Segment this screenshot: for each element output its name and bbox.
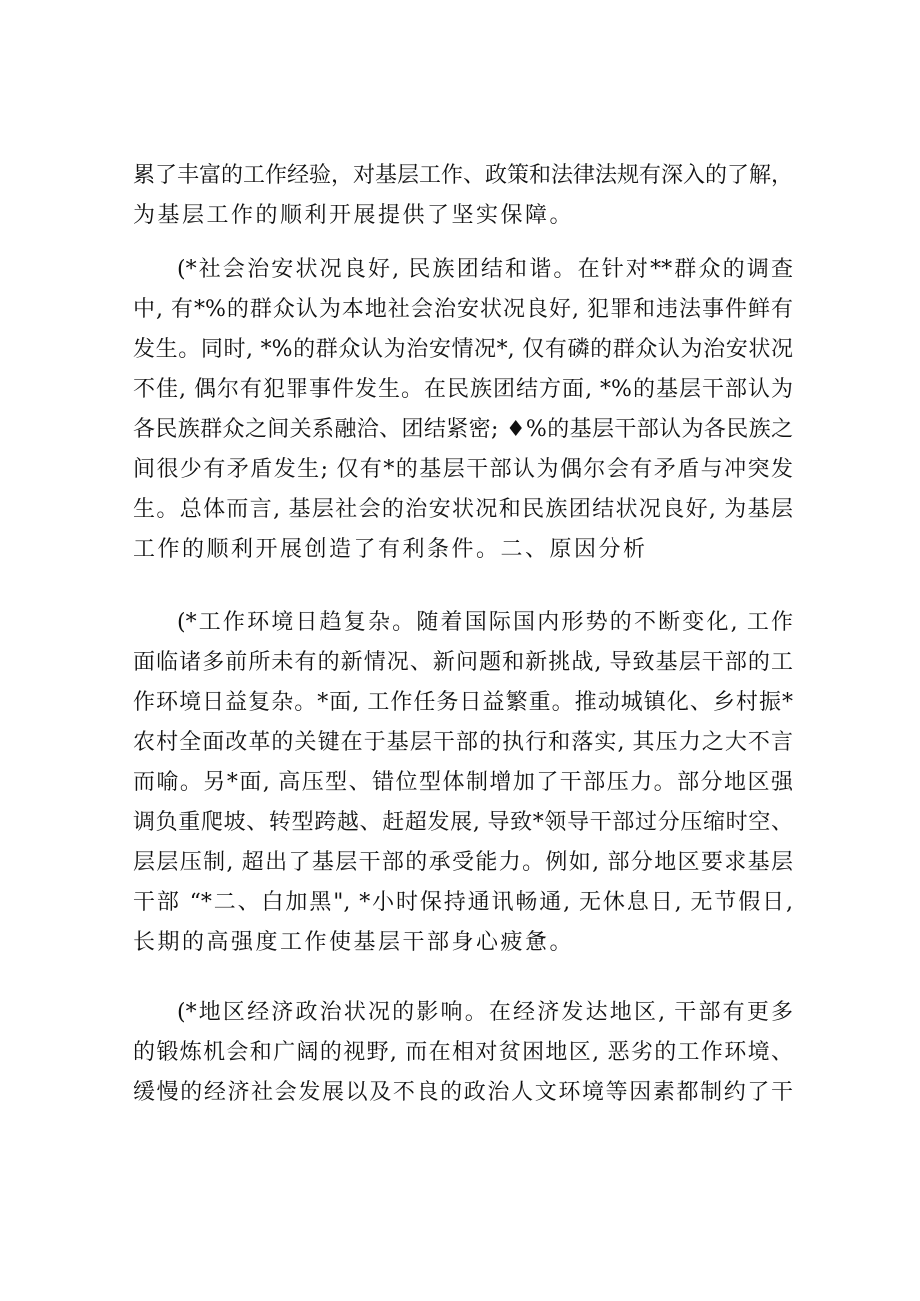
paragraph-line: 间很少有矛盾发生; 仅有*的基层干部认为偶尔会有矛盾与冲突发: [133, 457, 793, 482]
paragraph-line: 作环境日益复杂。*面, 工作任务日益繁重。推动城镇化、乡村振*: [133, 690, 793, 715]
paragraph-line: 工作的顺利开展创造了有利条件。二、原因分析: [133, 537, 648, 562]
paragraph-line: 生。总体而言, 基层社会的治安状况和民族团结状况良好, 为基层: [133, 497, 793, 522]
paragraph-line: 干部 “*二、白加黑", *小时保持通讯畅通, 无休息日, 无节假日,: [133, 890, 793, 915]
paragraph-line: (*社会治安状况良好, 民族团结和谐。在针对**群众的调查: [177, 257, 793, 282]
paragraph-line: 为基层工作的顺利开展提供了坚实保障。: [133, 203, 575, 228]
paragraph-line: 层层压制, 超出了基层干部的承受能力。例如, 部分地区要求基层: [133, 850, 793, 875]
paragraph-line: 不佳, 偶尔有犯罪事件发生。在民族团结方面, *%的基层干部认为: [133, 377, 793, 402]
paragraph-line: 中, 有*%的群众认为本地社会治安状况良好, 犯罪和违法事件鲜有: [133, 297, 793, 322]
paragraph-line: 的锻炼机会和广阔的视野, 而在相对贫困地区, 恶劣的工作环境、: [133, 1040, 793, 1065]
paragraph-line: 而喻。另*面, 高压型、错位型体制增加了干部压力。部分地区强: [133, 770, 793, 795]
paragraph-line: (*工作环境日趋复杂。随着国际国内形势的不断变化, 工作: [177, 610, 793, 635]
paragraph-line: 累了丰富的工作经验，对基层工作、政策和法律法规有深入的了解，: [133, 163, 794, 188]
paragraph-line: 农村全面改革的关键在于基层干部的执行和落实, 其压力之大不言: [133, 730, 793, 755]
paragraph-line: 面临诸多前所未有的新情况、新问题和新挑战, 导致基层干部的工: [133, 650, 793, 675]
paragraph-line: 调负重爬坡、转型跨越、赶超发展, 导致*领导干部过分压缩时空、: [133, 810, 793, 835]
paragraph-line: 发生。同时, *%的群众认为治安情况*, 仅有磷的群众认为治安状况: [133, 337, 793, 362]
paragraph-line: 各民族群众之间关系融洽、团结紧密; ♦%的基层干部认为各民族之: [133, 417, 793, 442]
paragraph-line: 长期的高强度工作使基层干部身心疲惫。: [133, 930, 575, 955]
paragraph-line: (*地区经济政治状况的影响。在经济发达地区, 干部有更多: [177, 1000, 793, 1025]
paragraph-line: 缓慢的经济社会发展以及不良的政治人文环境等因素都制约了干: [133, 1080, 793, 1105]
